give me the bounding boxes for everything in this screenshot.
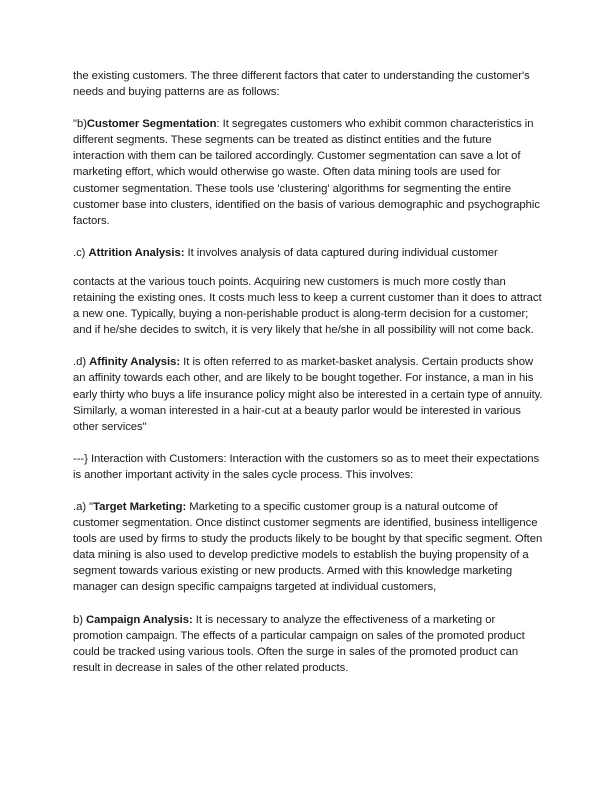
paragraph-customer-segmentation <box>73 116 543 229</box>
item-heading: Target Marketing: <box>93 500 187 513</box>
paragraph-affinity-analysis <box>73 354 543 434</box>
paragraph-text: the existing customers. The three different factors that cater to understanding the customer's needs and buying patterns are as follows: <box>73 70 530 99</box>
paragraph-target-marketing <box>73 499 543 596</box>
paragraph-text: ---} Interaction with Customers: Interaction with the customers so as to meet their expectations is another important activity in the sales cycle process. This involves: <box>73 452 540 481</box>
document-page <box>73 68 543 692</box>
paragraph-attrition-continued <box>73 274 543 338</box>
item-prefix: .d) <box>73 356 90 369</box>
paragraph-text: It is necessary to analyze the effectiveness of a marketing or promotion campaign. The effects of a particular campaign on sales of the promoted product could be tracked using various tools. Often the surge in sales of the promoted product can result in decrease in sales of the other related products. <box>73 613 525 674</box>
item-heading: Attrition Analysis: <box>88 246 185 259</box>
item-prefix: "b) <box>73 118 87 131</box>
item-heading: Campaign Analysis: <box>86 613 193 626</box>
item-prefix: b) <box>73 613 87 626</box>
paragraph-text: contacts at the various touch points. Acquiring new customers is much more costly than retaining the existing ones. It costs much less to keep a current customer than it does to attract a new one. Typically, buying a non-perishable product is along-term decision for a customer; and if he/she decides to switch, it is very likely that he/she in all possibility will not come back. <box>73 275 542 337</box>
paragraph-text: : It segregates customers who exhibit common characteristics in different segments. These segments can be treated as distinct entities and the future interaction with them can be tailored accordingly. Customer segmentation can save a lot of marketing effort, which would otherwise go waste. Often data mining tools are used for customer segmentation. These tools use 'clustering' algorithms for segmenting the entire customer base into clusters, identified on the basis of various demographic and psychographic factors. <box>73 118 540 227</box>
paragraph-campaign-analysis <box>73 612 543 676</box>
paragraph-text: It involves analysis of data captured during individual customer <box>184 246 498 259</box>
item-heading: Customer Segmentation <box>86 118 217 131</box>
paragraph-text: It is often referred to as market-basket analysis. Certain products show an affinity towards each other, and are likely to be bought together. For instance, a man in his early thirty who buys a life insurance policy might also be interested in a certain type of annuity. Similarly, a woman interested in a hair-cut at a beauty parlor would be interested in various other services" <box>73 356 543 433</box>
item-prefix: .a) " <box>73 500 94 513</box>
item-prefix: .c) <box>73 246 89 259</box>
paragraph-text: Marketing to a specific customer group is a natural outcome of customer segmentation. Once distinct customer segments are identified, business intelligence tools are used by firms to study the products likely to be bought by that specific segment. Often data mining is also used to develop predictive models to establish the buying propensity of a segment towards various existing or new products. Armed with this knowledge marketing manager can design specific campaigns targeted at individual customers, <box>73 500 543 594</box>
paragraph-customer-needs <box>73 68 543 100</box>
paragraph-interaction-with-customers <box>73 451 543 483</box>
item-heading: Affinity Analysis: <box>89 356 181 369</box>
paragraph-attrition-analysis <box>73 245 543 261</box>
